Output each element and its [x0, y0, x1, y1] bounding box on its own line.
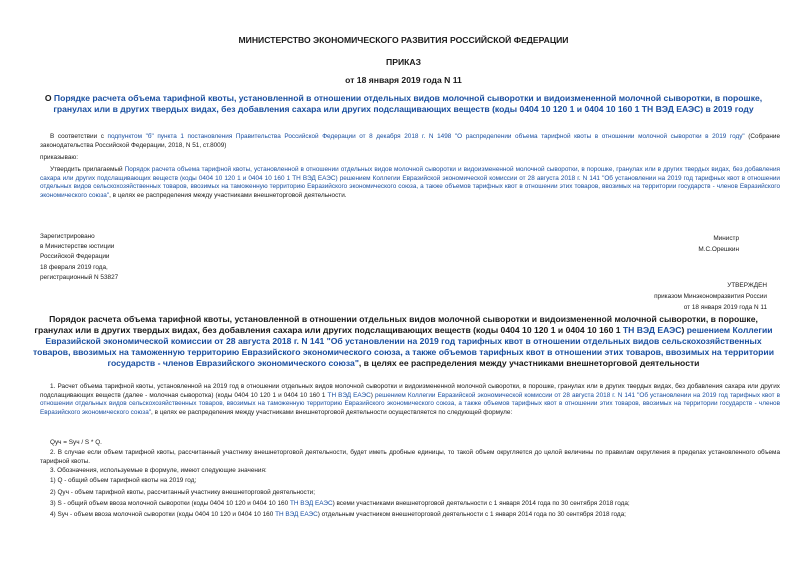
- basis-text-2: (Собрание законодательства Российской Федерации, 2018, N 51, ст.8009): [40, 133, 780, 149]
- list-item: [40, 511, 626, 518]
- list-item-text: 1) Q - общий объем тарифной квоты на 2019 год;: [50, 477, 197, 484]
- procedure-title: [30, 314, 777, 369]
- list-item: [40, 477, 196, 484]
- list-item: [40, 489, 315, 496]
- basis-paragraph: [40, 133, 780, 150]
- order-title: [30, 93, 777, 115]
- registration-line: 18 февраля 2019 года,: [40, 263, 108, 271]
- ordered-text: приказываю:: [40, 154, 78, 161]
- list-item-text: 4) Syч - объем ввоза молочной сыворотки (коды 0404 10 120 и 0404 10 160: [50, 511, 276, 518]
- paragraph-1: [40, 383, 780, 417]
- p2-text: 2. В случае если объем тарифной квоты, рассчитанный участнику внешнеторговой деятельности, будет иметь дробные единицы, то такой объем округляется до целой величины по правилам округления в пределах установленного объема тарифной квоты.: [40, 449, 780, 465]
- approve-text-2: , в целях ее распределения между участниками внешнеторговой деятельности.: [109, 191, 347, 199]
- approved-by: приказом Минэкономразвития России: [654, 293, 767, 300]
- order-heading: ПРИКАЗ: [386, 57, 421, 67]
- tnved-link[interactable]: ТН ВЭД ЕАЭС: [275, 511, 318, 518]
- p1-text-3: , в целях ее распределения между участниками внешнеторговой деятельности осуществляется по следующей формуле:: [151, 408, 513, 416]
- approved-date: от 18 января 2019 года N 11: [683, 304, 767, 311]
- procedure-title-text-3: , в целях ее распределения между участниками внешнеторговой деятельности: [358, 358, 700, 368]
- paragraph-3: [40, 467, 780, 476]
- basis-link[interactable]: подпунктом "б" пункта 1 постановления Правительства Российской Федерации от 8 декабря 2018 г. N 1498 "О распределении объема тарифной квоты в отношении молочной сыворотки в 2019 году": [107, 133, 745, 140]
- formula: [40, 439, 780, 448]
- procedure-title-decision-link[interactable]: решением Коллегии Евразийской экономической комиссии от 28 августа 2018 г. N 141 "Об установлении на 2019 год тарифных квот в отношении отдельных видов сельскохозяйственных товаров, ввозимых на таможенную территорию Евразийского экономического союза, а также объемов тарифных квот в отношении этих товаров, ввозимых на территории государств - членов Евразийского экономического союза": [33, 325, 774, 368]
- registration-line: регистрационный N 53827: [40, 273, 119, 281]
- approve-link[interactable]: Порядок расчета объема тарифной квоты, установленной в отношении отдельных видов молочной сыворотки и видоизмененной молочной сыворотки, в порошке, гранулах или в других твердых видах, без добавления сахара или других подслащивающих веществ (коды 0404 10 120 1 и 0404 10 160 1 ТН ВЭД ЕАЭС) решением Коллегии Евразийской экономической комиссии от 28 августа 2018 г. N 141 "Об установлении на 2019 год тарифных квот в отношении отдельных видов сельскохозяйственных товаров, ввозимых на таможенную территорию Евразийского экономического союза, а также объемов тарифных квот в отношении этих товаров, ввозимых на территории государств - членов Евразийского экономического союза": [40, 166, 780, 199]
- order-title-prefix: О: [44, 93, 54, 103]
- list-item-text: 2) Qyч - объем тарифной квоты, рассчитанный участнику внешнеторговой деятельности;: [50, 489, 316, 496]
- p3-text: 3. Обозначения, используемые в формуле, имеют следующие значения:: [50, 467, 267, 474]
- basis-text-1: В соответствии с: [50, 133, 108, 140]
- procedure-title-text-2: ): [681, 325, 687, 335]
- procedure-title-tnved-link[interactable]: ТН ВЭД ЕАЭС: [622, 325, 682, 335]
- registration-line: Российской Федерации: [40, 253, 110, 261]
- tnved-link[interactable]: ТН ВЭД ЕАЭС: [289, 500, 333, 507]
- approve-text-1: Утвердить прилагаемый: [50, 166, 125, 173]
- registration-line: Зарегистрировано: [40, 233, 95, 240]
- order-title-link[interactable]: Порядке расчета объема тарифной квоты, установленной в отношении отдельных видов молочной сыворотки и видоизмененной молочной сыворотки, в порошке, гранулах или в других твердых видах, без добавления сахара или других подслащивающих веществ (коды 0404 10 120 1 и 0404 10 160 1 ТН ВЭД ЕАЭС) в 2019 году: [53, 93, 763, 114]
- p1-decision-link[interactable]: решением Коллегии Евразийской экономической комиссии от 28 августа 2018 г. N 141 "Об установлении на 2019 год тарифных квот в отношении отдельных видов сельскохозяйственных товаров, ввозимых на таможенную территорию Евразийского экономического союза, а также объемов тарифных квот в отношении этих товаров, ввозимых на территории государств - членов Евразийского экономического союза": [40, 391, 781, 416]
- list-item-text: 3) S - общий объем ввоза молочной сыворотки (коды 0404 10 120 и 0404 10 160: [50, 500, 290, 507]
- procedure-title-text-1: Порядок расчета объема тарифной квоты, установленной в отношении отдельных видов молочной сыворотки и видоизмененной молочной сыворотки, в порошке, гранулах или в других твердых видах, без добавления сахара или других подслащивающих веществ (коды 0404 10 120 1 и 0404 10 160 1: [34, 314, 758, 335]
- signature-role: Министр: [713, 235, 739, 242]
- formula-text: Qyч = Syч / S * Q.: [50, 439, 102, 446]
- p1-tnved-link[interactable]: ТН ВЭД ЕАЭС: [327, 391, 371, 399]
- order-date: от 18 января 2019 года N 11: [345, 75, 462, 85]
- paragraph-2: [40, 449, 780, 466]
- list-item-text: ) отдельным участником внешнеторговой деятельности с 1 января 2014 года по 30 сентября 2018 года;: [317, 511, 626, 518]
- registration-block: [40, 232, 118, 283]
- approved-label: УТВЕРЖДЕН: [727, 282, 767, 289]
- ministry-heading: МИНИСТЕРСТВО ЭКОНОМИЧЕСКОГО РАЗВИТИЯ РОССИЙСКОЙ ФЕДЕРАЦИИ: [238, 35, 569, 45]
- signature-name: М.С.Орешкин: [698, 246, 739, 253]
- registration-line: в Министерстве юстиции: [40, 243, 115, 251]
- p1-text-2: ): [370, 391, 375, 399]
- list-item-text: ) всеми участниками внешнеторговой деятельности с 1 января 2014 года по 30 сентября 2018 года;: [332, 500, 630, 507]
- list-item: [40, 500, 630, 507]
- p1-text-1: 1. Расчет объема тарифной квоты, установленной на 2019 год в отношении отдельных видов молочной сыворотки и видоизмененной молочной сыворотки, в порошке, гранулах или в других твердых видах, без добавления сахара или других подслащивающих веществ (далее - молочная сыворотка) (коды 0404 10 120 1 и 0404 10 160 1: [40, 383, 780, 399]
- approve-paragraph: [40, 166, 780, 200]
